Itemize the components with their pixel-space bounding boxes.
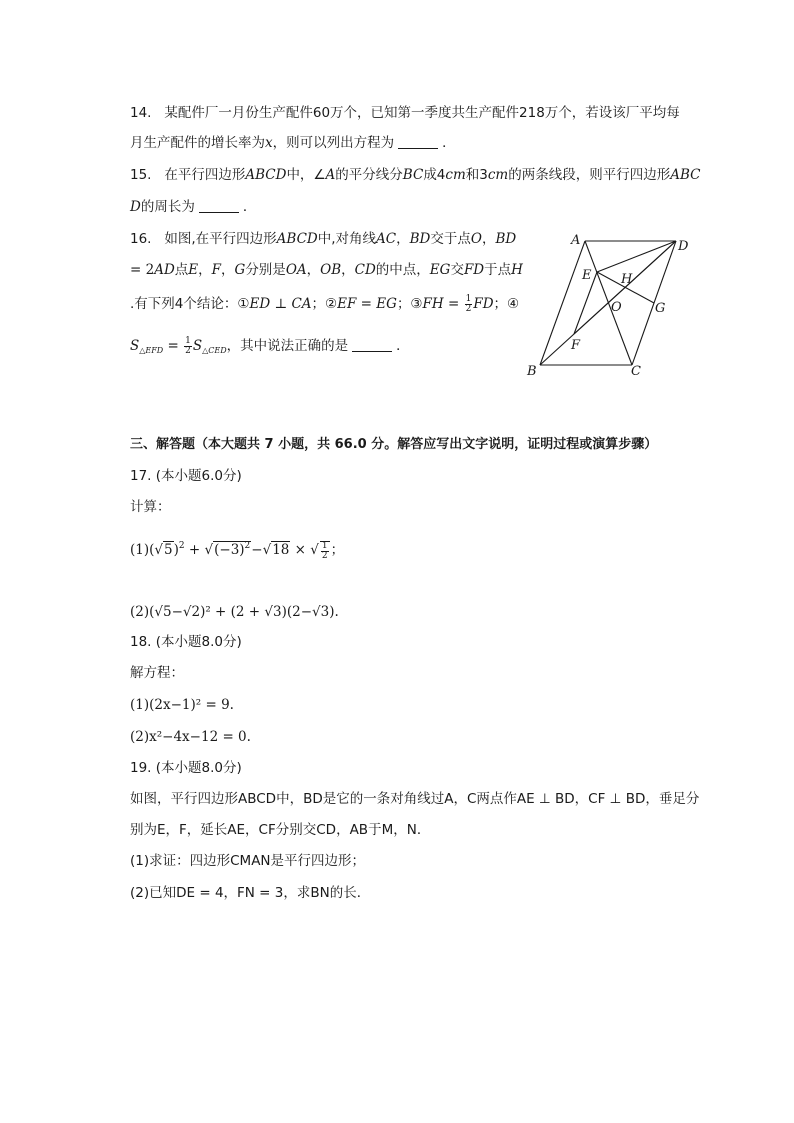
text: 中，∠ (286, 167, 326, 183)
punct: ； (330, 542, 345, 558)
q14-line2 (130, 133, 456, 153)
q14-line1 (130, 103, 680, 123)
text: 的平分线分 (335, 167, 403, 183)
label-C: C (631, 364, 641, 379)
fraction-half (320, 541, 330, 561)
math: ED (249, 296, 271, 312)
expr: ) (173, 542, 179, 558)
math: ABC (670, 167, 701, 183)
math: OA (285, 262, 307, 278)
text: .有下列4个结论：① (130, 296, 250, 312)
q14-text-2: 月生产配件的增长率为 (130, 135, 265, 151)
text: 交于点 (430, 231, 471, 247)
q19-part1: (1)求证：四边形CMAN是平行四边形； (130, 853, 366, 869)
exponent: 2 (178, 541, 185, 551)
text: ，其中说法正确的是 (226, 338, 349, 354)
equals: = (443, 296, 464, 312)
q17-instruction: 计算： (130, 499, 171, 515)
q19-header: 19. (本小题8.0分) (130, 760, 242, 776)
q14-text-3: ，则可以列出方程为 (272, 135, 395, 151)
math: BD (409, 231, 431, 247)
math: EF (337, 296, 357, 312)
math: CA (291, 296, 312, 312)
expr: × √ (290, 542, 319, 558)
denominator: 2 (185, 345, 191, 356)
fraction-half (184, 337, 192, 356)
radicand (213, 541, 251, 558)
math: H (511, 262, 523, 278)
text: 的周长为 (140, 199, 195, 215)
math: S (130, 338, 140, 354)
text: 分别是 (245, 262, 286, 278)
q16-line2 (130, 260, 523, 280)
subscript: △CED (202, 346, 227, 355)
denominator: 2 (465, 303, 472, 314)
label-A: A (571, 233, 581, 248)
expr: + √ (184, 542, 214, 558)
expr: (−3) (214, 542, 245, 558)
q16-line1 (130, 229, 516, 249)
q18-eq2: (2)x²−4x−12 = 0. (130, 729, 251, 745)
label-F: F (571, 338, 581, 353)
q17-expr1 (130, 536, 344, 561)
equals: = (163, 338, 184, 354)
math: OB (320, 262, 342, 278)
q16-line4 (130, 336, 410, 361)
math: = 2 (130, 262, 155, 278)
math: BD (495, 231, 517, 247)
exponent: 2 (244, 541, 251, 551)
text: ， (306, 262, 321, 278)
punct: ． (396, 338, 410, 354)
q19-line2: 别为E，F，延长AE，CF分别交CD，AB于M，N． (130, 822, 431, 838)
text: 于点 (484, 262, 512, 278)
label-E: E (582, 268, 592, 283)
segment-ED (597, 241, 676, 272)
numerator: 1 (321, 540, 328, 551)
text: ；② (311, 296, 338, 312)
fraction-half (465, 295, 473, 314)
q18-eq1: (1)(2x−1)² = 9. (130, 697, 234, 713)
q15-line2 (130, 197, 256, 217)
text: 交 (450, 262, 464, 278)
text: 中,对角线 (317, 231, 377, 247)
radicand: 5 (164, 542, 173, 558)
label-O: O (611, 300, 622, 315)
text: ；④ (493, 296, 520, 312)
math: ABCD (276, 231, 318, 247)
math: EG (429, 262, 451, 278)
text: 的两条线段，则平行四边形 (508, 167, 671, 183)
parallelogram-figure (520, 228, 700, 380)
math: A (325, 167, 336, 183)
text: ， (341, 262, 355, 278)
expr: (1)(√ (130, 542, 163, 558)
answer-blank[interactable] (199, 198, 239, 213)
label-G: G (655, 301, 666, 316)
math: AD (154, 262, 175, 278)
subscript: △EFD (139, 346, 164, 355)
q17-expr2: (2)(√5−√2)² + (2 + √3)(2−√3). (130, 604, 339, 620)
math: S (192, 338, 203, 354)
label-D: D (678, 239, 689, 254)
text: 的中点， (375, 262, 430, 278)
equals: = (356, 296, 377, 312)
text: ， (221, 262, 235, 278)
numerator: 1 (465, 293, 472, 304)
q19-part2: (2)已知DE = 4，FN = 3，求BN的长． (130, 885, 371, 901)
q18-instruction: 解方程： (130, 665, 184, 681)
math: FH (422, 296, 444, 312)
var-x: x (265, 135, 273, 151)
text: ， (481, 231, 496, 247)
text: 如图,在平行四边形 (164, 231, 277, 247)
text: 在平行四边形 (164, 167, 246, 183)
text: ， (396, 231, 410, 247)
math: CD (354, 262, 376, 278)
q16-number: 16. (130, 231, 152, 247)
punct: ． (242, 199, 257, 215)
math: O (470, 231, 482, 247)
q18-header: 18. (本小题8.0分) (130, 634, 242, 650)
math: D (130, 199, 141, 215)
q16-line3 (130, 294, 519, 314)
text: ；③ (396, 296, 423, 312)
math: EG (376, 296, 397, 312)
answer-blank[interactable] (352, 337, 392, 352)
math: cm (445, 167, 466, 183)
section-heading: 三、解答题（本大题共 7 小题，共 66.0 分。解答应写出文字说明，证明过程或演算步骤） (130, 437, 658, 452)
math: F (211, 262, 222, 278)
answer-blank[interactable] (398, 134, 438, 149)
text: 和3 (465, 167, 488, 183)
q14-number: 14. (130, 105, 152, 121)
label-H: H (621, 272, 633, 287)
numerator: 1 (185, 335, 191, 346)
text: 成4 (423, 167, 446, 183)
math: AC (376, 231, 397, 247)
q19-line1: 如图，平行四边形ABCD中，BD是它的一条对角线过A，C两点作AE ⊥ BD，CF ⊥ BD，垂足分 (130, 791, 700, 807)
math: FD (473, 296, 494, 312)
text: 点 (174, 262, 189, 278)
radicand: 18 (272, 542, 290, 558)
q14-text: 某配件厂一月份生产配件60万个，已知第一季度共生产配件218万个，若设该厂平均每 (164, 105, 680, 121)
math: BC (402, 167, 424, 183)
segment-FD (574, 241, 676, 334)
perp-symbol: ⊥ (270, 296, 292, 312)
math: G (234, 262, 246, 278)
text: ， (198, 262, 212, 278)
math: cm (487, 167, 509, 183)
q15-line1 (130, 165, 701, 185)
math: ABCD (245, 167, 287, 183)
q15-number: 15. (130, 167, 152, 183)
denominator: 2 (321, 550, 328, 561)
q17-header: 17. (本小题6.0分) (130, 468, 242, 484)
math: FD (463, 262, 485, 278)
expr: −√ (251, 542, 272, 558)
math: E (188, 262, 199, 278)
punct: ． (442, 135, 456, 151)
label-B: B (527, 364, 537, 379)
